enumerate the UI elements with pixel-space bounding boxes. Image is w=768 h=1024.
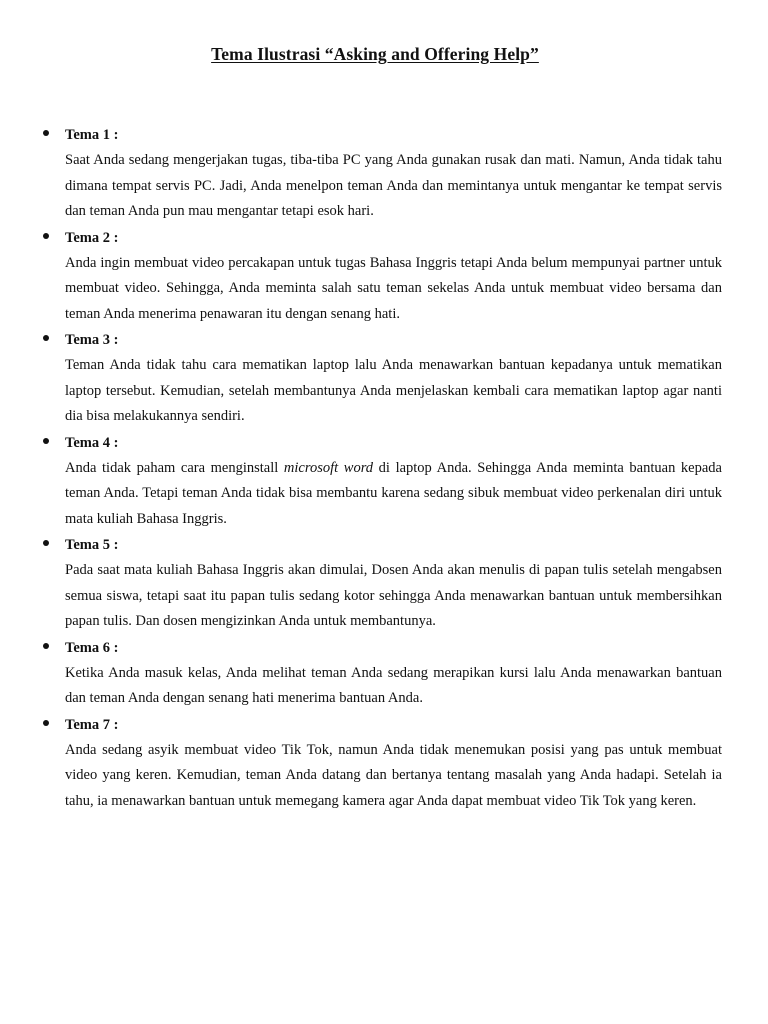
- document-title: Tema Ilustrasi “Asking and Offering Help”: [211, 44, 539, 64]
- theme-item-4: [40, 432, 722, 533]
- theme-item-7: [40, 714, 722, 815]
- theme-text-after: di laptop Anda. Sehingga Anda meminta bantuan kepada teman Anda. Tetapi teman Anda tidak bisa membantu karena sedang sibuk membuat video perkenalan diri untuk mata kuliah Bahasa Inggris.: [65, 459, 722, 527]
- theme-label: Tema 6 :: [65, 639, 119, 656]
- theme-list: [40, 124, 722, 816]
- theme-description: Anda ingin membuat video percakapan untuk tugas Bahasa Inggris tetapi Anda belum mempunyai partner untuk membuat video. Sehingga, Anda meminta salah satu teman sekelas Anda untuk membuat video bersama dan teman Anda menerima penawaran itu dengan senang hati.: [65, 254, 722, 322]
- theme-label: Tema 3 :: [65, 332, 119, 348]
- theme-item-5: [40, 534, 722, 635]
- theme-description: Pada saat mata kuliah Bahasa Inggris akan dimulai, Dosen Anda akan menulis di papan tulis setelah mengabsen semua siswa, tetapi saat itu papan tulis sedang kotor sehingga Anda menawarkan bantuan untuk membersihkan papan tulis. Dan dosen mengizinkan Anda untuk membantunya.: [65, 562, 722, 629]
- bullet-icon: [43, 720, 49, 726]
- theme-item-6: [40, 637, 722, 712]
- theme-description: Teman Anda tidak tahu cara mematikan laptop lalu Anda menawarkan bantuan kepadanya untuk mematikan laptop tersebut. Kemudian, setelah membantunya Anda menjelaskan kembali cara mematikan laptop agar nanti dia bisa melakukannya sendiri.: [65, 357, 722, 424]
- theme-item-2: [40, 227, 722, 328]
- theme-item-3: [40, 329, 722, 430]
- theme-description: Ketika Anda masuk kelas, Anda melihat teman Anda sedang merapikan kursi lalu Anda menawarkan bantuan dan teman Anda dengan senang hati menerima bantuan Anda.: [65, 664, 722, 706]
- bullet-icon: [43, 438, 49, 444]
- bullet-icon: [43, 643, 49, 649]
- theme-label: Tema 7 :: [65, 716, 119, 733]
- theme-text-italic: microsoft word: [283, 459, 374, 476]
- theme-label: Tema 2 :: [65, 229, 119, 246]
- bullet-icon: [43, 540, 49, 546]
- theme-label: Tema 4 :: [65, 434, 119, 451]
- theme-description: [65, 456, 722, 533]
- bullet-icon: [43, 335, 49, 341]
- theme-description: Saat Anda sedang mengerjakan tugas, tiba-tiba PC yang Anda gunakan rusak dan mati. Namun, Anda tidak tahu dimana tempat servis PC. Jadi, Anda menelpon teman Anda dan memintanya untuk mengantar ke tempat servis dan teman Anda pun mau mengantar tetapi esok hari.: [65, 152, 722, 219]
- bullet-icon: [43, 130, 49, 136]
- theme-label: Tema 5 :: [65, 537, 119, 553]
- theme-label: Tema 1 :: [65, 127, 119, 143]
- theme-item-1: [40, 124, 722, 225]
- bullet-icon: [43, 233, 49, 239]
- theme-description: Anda sedang asyik membuat video Tik Tok, namun Anda tidak menemukan posisi yang pas untuk membuat video yang keren. Kemudian, teman Anda datang dan bertanya tentang masalah yang Anda hadapi. Setelah ia tahu, ia menawarkan bantuan untuk memegang kamera agar Anda dapat membuat video Tik Tok yang keren.: [65, 741, 722, 809]
- theme-text-before: Anda tidak paham cara menginstall: [65, 459, 284, 476]
